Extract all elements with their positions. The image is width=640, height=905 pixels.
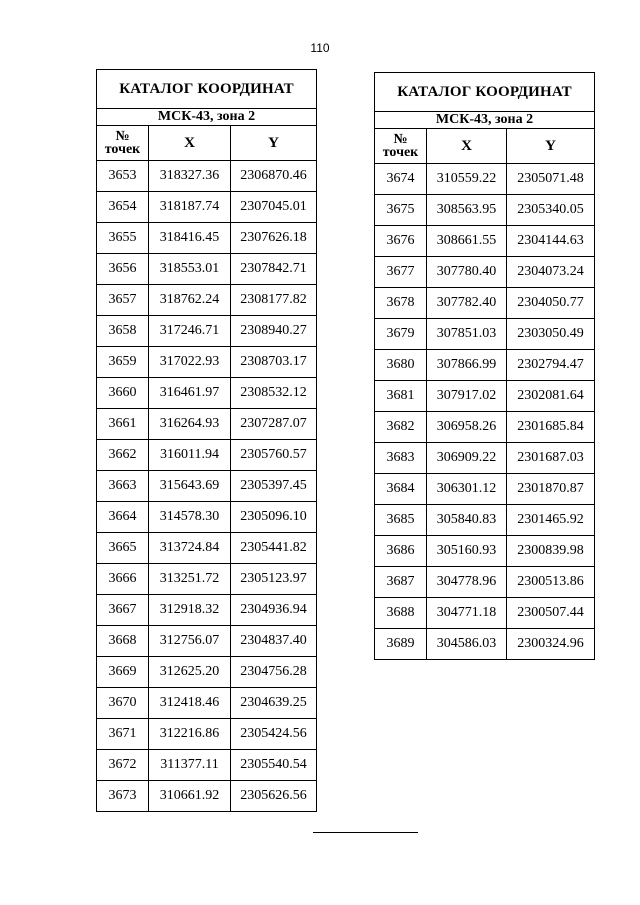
point-number-cell: 3678 bbox=[375, 288, 427, 319]
point-number-cell: 3670 bbox=[97, 688, 149, 719]
x-coordinate-cell: 314578.30 bbox=[149, 502, 231, 533]
y-coordinate-cell: 2307287.07 bbox=[231, 409, 317, 440]
point-number-cell: 3673 bbox=[97, 781, 149, 812]
point-number-cell: 3666 bbox=[97, 564, 149, 595]
coordinate-catalog-table-right bbox=[374, 72, 595, 660]
x-coordinate-cell: 318762.24 bbox=[149, 285, 231, 316]
table-row bbox=[375, 350, 595, 381]
point-number-cell: 3665 bbox=[97, 533, 149, 564]
point-number-cell: 3677 bbox=[375, 257, 427, 288]
x-coordinate-cell: 316264.93 bbox=[149, 409, 231, 440]
x-coordinate-cell: 317246.71 bbox=[149, 316, 231, 347]
table-row bbox=[97, 781, 317, 812]
table-row bbox=[375, 226, 595, 257]
column-header-y: Y bbox=[507, 129, 595, 164]
point-number-cell: 3684 bbox=[375, 474, 427, 505]
point-number-cell: 3680 bbox=[375, 350, 427, 381]
x-coordinate-cell: 307780.40 bbox=[427, 257, 507, 288]
x-coordinate-cell: 316011.94 bbox=[149, 440, 231, 471]
point-number-cell: 3669 bbox=[97, 657, 149, 688]
point-number-cell: 3664 bbox=[97, 502, 149, 533]
table-row bbox=[375, 505, 595, 536]
y-coordinate-cell: 2305626.56 bbox=[231, 781, 317, 812]
table-row bbox=[97, 471, 317, 502]
column-header-y: Y bbox=[231, 126, 317, 161]
point-number-cell: 3671 bbox=[97, 719, 149, 750]
y-coordinate-cell: 2302081.64 bbox=[507, 381, 595, 412]
y-coordinate-cell: 2307626.18 bbox=[231, 223, 317, 254]
x-coordinate-cell: 313724.84 bbox=[149, 533, 231, 564]
table-row bbox=[97, 502, 317, 533]
table-row bbox=[97, 347, 317, 378]
point-number-cell: 3683 bbox=[375, 443, 427, 474]
table-row bbox=[97, 161, 317, 192]
table-row bbox=[375, 381, 595, 412]
footer-divider bbox=[313, 832, 418, 833]
x-coordinate-cell: 310559.22 bbox=[427, 164, 507, 195]
point-number-cell: 3662 bbox=[97, 440, 149, 471]
y-coordinate-cell: 2301687.03 bbox=[507, 443, 595, 474]
table-row bbox=[97, 719, 317, 750]
point-number-cell: 3679 bbox=[375, 319, 427, 350]
y-coordinate-cell: 2302794.47 bbox=[507, 350, 595, 381]
x-coordinate-cell: 313251.72 bbox=[149, 564, 231, 595]
table-header-row bbox=[375, 129, 595, 164]
y-coordinate-cell: 2301685.84 bbox=[507, 412, 595, 443]
y-coordinate-cell: 2305441.82 bbox=[231, 533, 317, 564]
table-row bbox=[375, 412, 595, 443]
y-coordinate-cell: 2301870.87 bbox=[507, 474, 595, 505]
x-coordinate-cell: 307866.99 bbox=[427, 350, 507, 381]
x-coordinate-cell: 312756.07 bbox=[149, 626, 231, 657]
point-number-cell: 3668 bbox=[97, 626, 149, 657]
point-number-cell: 3655 bbox=[97, 223, 149, 254]
table-row bbox=[375, 474, 595, 505]
y-coordinate-cell: 2303050.49 bbox=[507, 319, 595, 350]
point-number-cell: 3688 bbox=[375, 598, 427, 629]
x-coordinate-cell: 305840.83 bbox=[427, 505, 507, 536]
point-number-cell: 3676 bbox=[375, 226, 427, 257]
y-coordinate-cell: 2304639.25 bbox=[231, 688, 317, 719]
table-title: КАТАЛОГ КООРДИНАТ bbox=[97, 70, 317, 109]
point-number-cell: 3689 bbox=[375, 629, 427, 660]
x-coordinate-cell: 304771.18 bbox=[427, 598, 507, 629]
x-coordinate-cell: 316461.97 bbox=[149, 378, 231, 409]
table-row bbox=[97, 533, 317, 564]
y-coordinate-cell: 2307045.01 bbox=[231, 192, 317, 223]
point-number-cell: 3681 bbox=[375, 381, 427, 412]
point-number-cell: 3659 bbox=[97, 347, 149, 378]
table-row bbox=[97, 409, 317, 440]
y-coordinate-cell: 2305340.05 bbox=[507, 195, 595, 226]
point-number-cell: 3674 bbox=[375, 164, 427, 195]
x-coordinate-cell: 310661.92 bbox=[149, 781, 231, 812]
x-coordinate-cell: 312418.46 bbox=[149, 688, 231, 719]
column-header-point-number bbox=[97, 126, 149, 161]
y-coordinate-cell: 2304936.94 bbox=[231, 595, 317, 626]
coordinate-system-zone: МСК-43, зона 2 bbox=[375, 112, 595, 129]
coordinate-system-zone: МСК-43, зона 2 bbox=[97, 109, 317, 126]
y-coordinate-cell: 2300507.44 bbox=[507, 598, 595, 629]
x-coordinate-cell: 304778.96 bbox=[427, 567, 507, 598]
point-number-cell: 3672 bbox=[97, 750, 149, 781]
table-row bbox=[375, 629, 595, 660]
table-row bbox=[97, 626, 317, 657]
y-coordinate-cell: 2305397.45 bbox=[231, 471, 317, 502]
y-coordinate-cell: 2305424.56 bbox=[231, 719, 317, 750]
column-header-x: X bbox=[427, 129, 507, 164]
table-row bbox=[97, 564, 317, 595]
y-coordinate-cell: 2308703.17 bbox=[231, 347, 317, 378]
x-coordinate-cell: 317022.93 bbox=[149, 347, 231, 378]
table-row bbox=[97, 595, 317, 626]
x-coordinate-cell: 306909.22 bbox=[427, 443, 507, 474]
table-row bbox=[375, 164, 595, 195]
y-coordinate-cell: 2305123.97 bbox=[231, 564, 317, 595]
point-number-cell: 3661 bbox=[97, 409, 149, 440]
x-coordinate-cell: 311377.11 bbox=[149, 750, 231, 781]
point-number-cell: 3667 bbox=[97, 595, 149, 626]
table-row bbox=[375, 598, 595, 629]
point-number-cell: 3682 bbox=[375, 412, 427, 443]
x-coordinate-cell: 307917.02 bbox=[427, 381, 507, 412]
x-coordinate-cell: 307851.03 bbox=[427, 319, 507, 350]
point-number-cell: 3675 bbox=[375, 195, 427, 226]
y-coordinate-cell: 2305760.57 bbox=[231, 440, 317, 471]
y-coordinate-cell: 2305096.10 bbox=[231, 502, 317, 533]
point-number-cell: 3653 bbox=[97, 161, 149, 192]
x-coordinate-cell: 318553.01 bbox=[149, 254, 231, 285]
y-coordinate-cell: 2304050.77 bbox=[507, 288, 595, 319]
x-coordinate-cell: 306301.12 bbox=[427, 474, 507, 505]
table-row bbox=[375, 319, 595, 350]
page-number: 110 bbox=[310, 41, 330, 55]
x-coordinate-cell: 318416.45 bbox=[149, 223, 231, 254]
table-row bbox=[97, 254, 317, 285]
y-coordinate-cell: 2306870.46 bbox=[231, 161, 317, 192]
table-row bbox=[375, 288, 595, 319]
table-row bbox=[375, 195, 595, 226]
x-coordinate-cell: 305160.93 bbox=[427, 536, 507, 567]
point-number-cell: 3685 bbox=[375, 505, 427, 536]
header-label: № точек bbox=[382, 132, 419, 160]
x-coordinate-cell: 312625.20 bbox=[149, 657, 231, 688]
y-coordinate-cell: 2305071.48 bbox=[507, 164, 595, 195]
table-row bbox=[375, 536, 595, 567]
column-header-point-number bbox=[375, 129, 427, 164]
table-row bbox=[97, 378, 317, 409]
table-row bbox=[97, 657, 317, 688]
header-label: № точек bbox=[104, 129, 141, 157]
y-coordinate-cell: 2300839.98 bbox=[507, 536, 595, 567]
point-number-cell: 3663 bbox=[97, 471, 149, 502]
table-row bbox=[97, 192, 317, 223]
x-coordinate-cell: 318327.36 bbox=[149, 161, 231, 192]
table-row bbox=[375, 443, 595, 474]
y-coordinate-cell: 2308177.82 bbox=[231, 285, 317, 316]
x-coordinate-cell: 308661.55 bbox=[427, 226, 507, 257]
y-coordinate-cell: 2301465.92 bbox=[507, 505, 595, 536]
table-row bbox=[375, 257, 595, 288]
point-number-cell: 3660 bbox=[97, 378, 149, 409]
y-coordinate-cell: 2300513.86 bbox=[507, 567, 595, 598]
table-title-row bbox=[375, 73, 595, 112]
point-number-cell: 3656 bbox=[97, 254, 149, 285]
x-coordinate-cell: 312216.86 bbox=[149, 719, 231, 750]
point-number-cell: 3686 bbox=[375, 536, 427, 567]
column-header-x: X bbox=[149, 126, 231, 161]
point-number-cell: 3658 bbox=[97, 316, 149, 347]
table-title: КАТАЛОГ КООРДИНАТ bbox=[375, 73, 595, 112]
table-row bbox=[375, 567, 595, 598]
x-coordinate-cell: 308563.95 bbox=[427, 195, 507, 226]
table-title-row bbox=[97, 70, 317, 109]
table-row bbox=[97, 440, 317, 471]
y-coordinate-cell: 2304837.40 bbox=[231, 626, 317, 657]
x-coordinate-cell: 307782.40 bbox=[427, 288, 507, 319]
point-number-cell: 3654 bbox=[97, 192, 149, 223]
x-coordinate-cell: 318187.74 bbox=[149, 192, 231, 223]
point-number-cell: 3687 bbox=[375, 567, 427, 598]
y-coordinate-cell: 2305540.54 bbox=[231, 750, 317, 781]
y-coordinate-cell: 2307842.71 bbox=[231, 254, 317, 285]
y-coordinate-cell: 2304073.24 bbox=[507, 257, 595, 288]
table-header-row bbox=[97, 126, 317, 161]
table-row bbox=[97, 316, 317, 347]
table-row bbox=[97, 223, 317, 254]
x-coordinate-cell: 306958.26 bbox=[427, 412, 507, 443]
table-zone-row bbox=[97, 109, 317, 126]
table-zone-row bbox=[375, 112, 595, 129]
y-coordinate-cell: 2300324.96 bbox=[507, 629, 595, 660]
x-coordinate-cell: 315643.69 bbox=[149, 471, 231, 502]
table-row bbox=[97, 750, 317, 781]
y-coordinate-cell: 2304756.28 bbox=[231, 657, 317, 688]
coordinate-catalog-table-left bbox=[96, 69, 317, 812]
table-row bbox=[97, 285, 317, 316]
y-coordinate-cell: 2304144.63 bbox=[507, 226, 595, 257]
x-coordinate-cell: 312918.32 bbox=[149, 595, 231, 626]
x-coordinate-cell: 304586.03 bbox=[427, 629, 507, 660]
y-coordinate-cell: 2308532.12 bbox=[231, 378, 317, 409]
point-number-cell: 3657 bbox=[97, 285, 149, 316]
y-coordinate-cell: 2308940.27 bbox=[231, 316, 317, 347]
table-row bbox=[97, 688, 317, 719]
